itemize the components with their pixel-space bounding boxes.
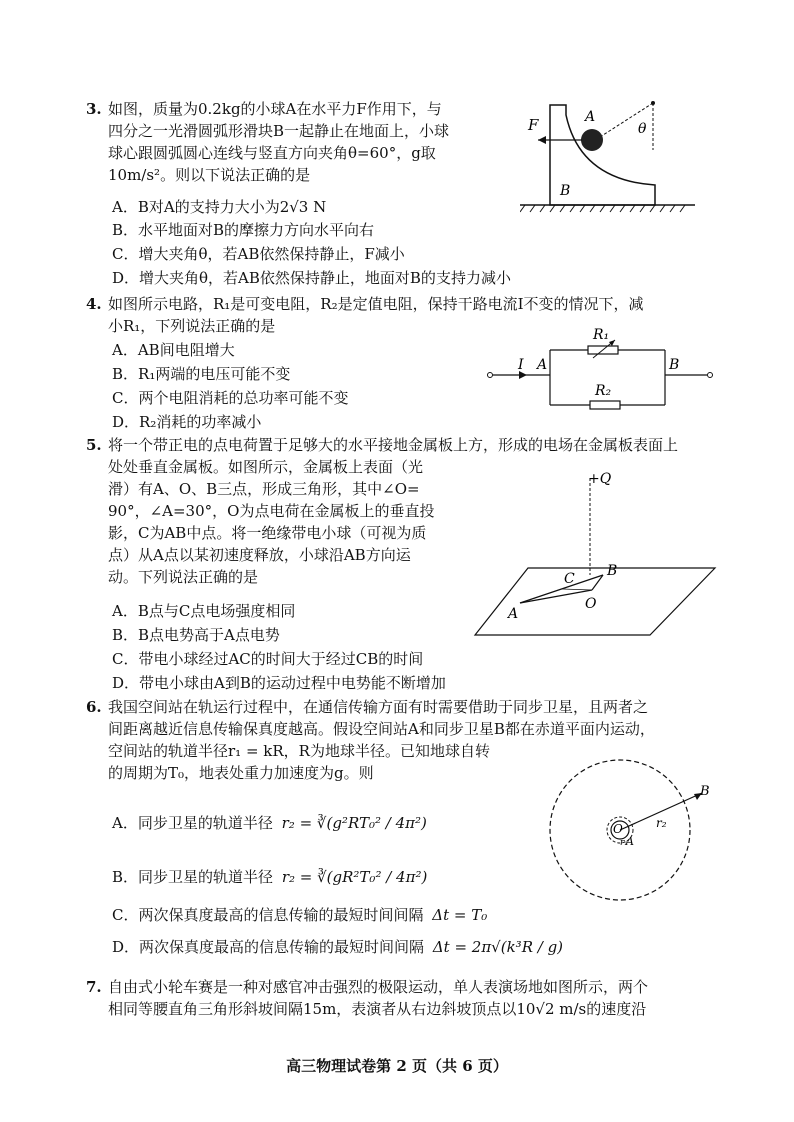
question-number: 5.: [86, 436, 102, 454]
question-text: 滑）有A、O、B三点，形成三角形，其中∠O=: [108, 480, 420, 498]
label-a: A: [537, 357, 548, 373]
option-text: A．同步卫星的轨道半径: [112, 814, 273, 832]
option-text: B．同步卫星的轨道半径: [112, 868, 274, 886]
label-f: F: [528, 116, 539, 134]
question-number: 6.: [86, 698, 102, 716]
label-b: B: [560, 183, 571, 199]
label-a: A: [508, 606, 519, 622]
option-b: [112, 866, 427, 888]
figure-q5-plate: [470, 470, 720, 650]
question-text: 四分之一光滑圆弧形滑块B一起静止在地面上，小球: [108, 122, 450, 140]
option-d: D．增大夹角θ，若AB依然保持静止，地面对B的支持力减小: [112, 269, 511, 287]
option-d: [112, 936, 563, 958]
label-r1: r₁: [620, 838, 628, 848]
option-d: D．带电小球由A到B的运动过程中电势能不断增加: [112, 674, 446, 692]
question-text: 动。下列说法正确的是: [108, 568, 259, 586]
question-number: 4.: [86, 295, 102, 313]
question-7: [86, 976, 648, 1020]
figure-q4-circuit: [485, 325, 715, 415]
label-theta: θ: [638, 121, 647, 137]
question-text: 间距离越近信息传输保真度越高。假设空间站A和同步卫星B都在赤道平面内运动，: [108, 720, 655, 738]
option-formula: Δt = 2π√(k³R / g): [432, 938, 564, 956]
option-a: A．AB间电阻增大: [112, 341, 235, 359]
question-text: 90°，∠A=30°，O为点电荷在金属板上的垂直投: [108, 502, 435, 520]
question-text: 空间站的轨道半径r₁ = kR，R为地球半径。已知地球自转: [108, 742, 490, 760]
question-text: 小R₁，下列说法正确的是: [108, 317, 276, 335]
question-text: 自由式小轮车赛是一种对感官冲击强烈的极限运动，单人表演场地如图所示，两个: [108, 978, 649, 996]
label-c: C: [564, 571, 575, 587]
question-number: 3.: [86, 100, 102, 118]
label-r1: R₁: [593, 327, 610, 343]
question-3: [86, 98, 449, 186]
option-text: D．两次保真度最高的信息传输的最短时间间隔: [112, 938, 425, 956]
option-c: [112, 904, 487, 926]
question-text: 10m/s²。则以下说法正确的是: [108, 166, 311, 184]
figure-q6-orbits: [540, 755, 720, 915]
question-text: 相同等腰直角三角形斜坡间隔15m，表演者从右边斜坡顶点以10√2 m/s的速度沿: [108, 1000, 647, 1018]
label-b: B: [669, 357, 680, 373]
question-number: 7.: [86, 978, 102, 996]
question-text: 将一个带正电的点电荷置于足够大的水平接地金属板上方，形成的电场在金属板表面上: [108, 436, 679, 454]
option-a: A．B点与C点电场强度相同: [112, 602, 296, 620]
label-o: O: [613, 822, 623, 836]
label-r2: r₂: [656, 816, 667, 830]
option-b: B．B点电势高于A点电势: [112, 626, 280, 644]
option-a: A．B对A的支持力大小为2√3 N: [112, 198, 327, 216]
label-r2: R₂: [595, 383, 612, 399]
option-formula: r₂ = ∛(gR²T₀² / 4π²): [281, 868, 428, 886]
option-text: C．两次保真度最高的信息传输的最短时间间隔: [112, 906, 424, 924]
page-footer: 高三物理试卷第 2 页（共 6 页）: [286, 1057, 508, 1075]
question-text: 球心跟圆弧圆心连线与竖直方向夹角θ=60°，g取: [108, 144, 436, 162]
question-text: 处处垂直金属板。如图所示，金属板上表面（光: [108, 458, 424, 476]
option-b: B．R₁两端的电压可能不变: [112, 365, 291, 383]
label-i: I: [518, 357, 524, 373]
figure-q3-slider: [520, 95, 700, 215]
option-c: C．带电小球经过AC的时间大于经过CB的时间: [112, 650, 424, 668]
option-b: B．水平地面对B的摩擦力方向水平向右: [112, 221, 375, 239]
question-text: 的周期为T₀，地表处重力加速度为g。则: [108, 764, 374, 782]
label-b: B: [607, 563, 618, 579]
label-q: +Q: [588, 471, 612, 487]
question-text: 影，C为AB中点。将一绝缘带电小球（可视为质: [108, 524, 427, 542]
question-text: 如图，质量为0.2kg的小球A在水平力F作用下，与: [108, 100, 442, 118]
option-formula: r₂ = ∛(g²RT₀² / 4π²): [281, 814, 427, 832]
option-c: C．两个电阻消耗的总功率可能不变: [112, 389, 349, 407]
label-b: B: [700, 784, 710, 799]
question-text: 我国空间站在轨运行过程中，在通信传输方面有时需要借助于同步卫星，且两者之: [108, 698, 649, 716]
label-o: O: [585, 596, 597, 612]
option-c: C．增大夹角θ，若AB依然保持静止，F减小: [112, 245, 405, 263]
option-a: [112, 812, 427, 834]
option-d: D．R₂消耗的功率减小: [112, 413, 262, 431]
label-a: A: [585, 109, 596, 125]
question-text: 点）从A点以某初速度释放，小球沿AB方向运: [108, 546, 411, 564]
option-formula: Δt = T₀: [432, 906, 488, 924]
question-text: 如图所示电路，R₁是可变电阻，R₂是定值电阻，保持干路电流I不变的情况下，减: [108, 295, 644, 313]
label-a: A: [626, 835, 634, 848]
